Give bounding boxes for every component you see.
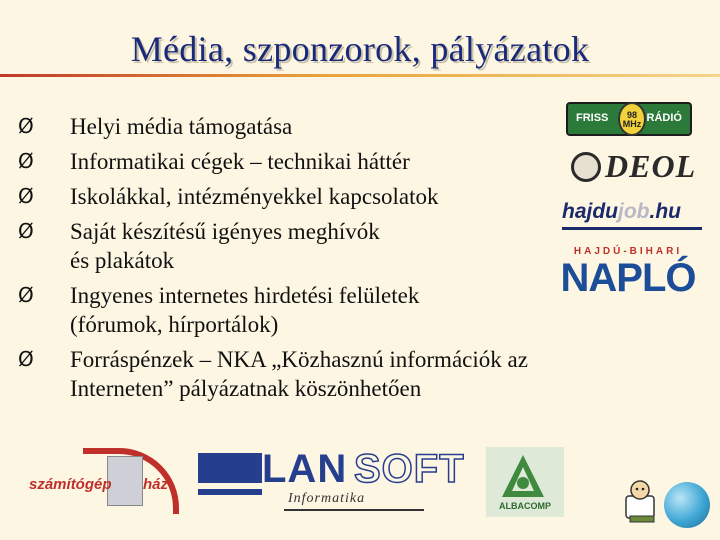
- lansoft-tagline: Informatika: [288, 491, 366, 506]
- arrow-bullet-icon: Ø: [18, 114, 34, 138]
- arrow-bullet-icon: Ø: [18, 184, 34, 208]
- lansoft-bar: [198, 453, 262, 483]
- bullet-text-continued: Interneten” pályázatnak köszönhetően: [70, 376, 422, 401]
- naplo-logo: [558, 246, 698, 304]
- title-underline: [0, 74, 720, 77]
- albacomp-text: ALBACOMP: [499, 501, 551, 511]
- friss-logo-left: FRISS: [576, 112, 609, 124]
- friss-logo-right: RÁDIÓ: [646, 112, 682, 124]
- hajdujob-part3: .hu: [649, 200, 681, 223]
- lansoft-logo: [198, 447, 465, 515]
- bullet-text: Informatikai cégek – technikai háttér: [70, 149, 410, 174]
- bullet-item: [18, 147, 658, 176]
- arrow-bullet-icon: Ø: [18, 149, 34, 173]
- globe-icon: [664, 482, 710, 528]
- mascot-icon: [620, 478, 664, 528]
- albacomp-logo: [486, 447, 564, 517]
- arrow-bullet-icon: Ø: [18, 347, 34, 371]
- lansoft-lan: LAN: [262, 447, 348, 491]
- deol-emblem-icon: [571, 152, 601, 182]
- bullet-text: Ingyenes internetes hirdetési felületek: [70, 283, 420, 308]
- lansoft-soft: SOFT: [354, 447, 465, 491]
- bullet-text: Saját készítésű igényes meghívók: [70, 219, 380, 244]
- szamitogephaz-word1: számítógép: [29, 476, 112, 493]
- lansoft-underline: [284, 509, 424, 511]
- arrow-bullet-icon: Ø: [18, 219, 34, 243]
- deol-logo-text: DEOL: [605, 148, 697, 184]
- slide-title: Média, szponzorok, pályázatok: [130, 29, 590, 69]
- bullet-text-continued: (fórumok, hírportálok): [70, 312, 279, 337]
- bullet-item: [18, 345, 658, 403]
- hajdujob-underline: [562, 227, 702, 230]
- computer-tower-icon: [107, 456, 143, 506]
- szamitogephaz-logo: [27, 446, 167, 516]
- naplo-logo-main: NAPLÓ: [560, 256, 696, 300]
- naplo-logo-top: HAJDÚ-BIHARI: [573, 246, 683, 257]
- bullet-text-continued: és plakátok: [70, 248, 175, 273]
- bullet-text: Forráspénzek – NKA „Közhasznú információk az: [70, 347, 528, 372]
- friss-radio-logo: [566, 102, 692, 136]
- lansoft-bar: [198, 489, 262, 495]
- bullet-text: Iskolákkal, intézményekkel kapcsolatok: [70, 184, 439, 209]
- bullet-item: [18, 112, 658, 141]
- szamitogephaz-word2: ház: [143, 476, 169, 493]
- albacomp-emblem-icon: [500, 453, 546, 499]
- hajdujob-logo: [562, 200, 702, 226]
- bullet-text: Helyi média támogatása: [70, 114, 293, 139]
- deol-logo: [571, 150, 695, 184]
- hajdujob-part1: hajdu: [562, 200, 618, 223]
- arrow-bullet-icon: Ø: [18, 283, 34, 307]
- hajdujob-part2: job: [618, 200, 650, 223]
- friss-logo-center: 98 MHz: [618, 102, 646, 136]
